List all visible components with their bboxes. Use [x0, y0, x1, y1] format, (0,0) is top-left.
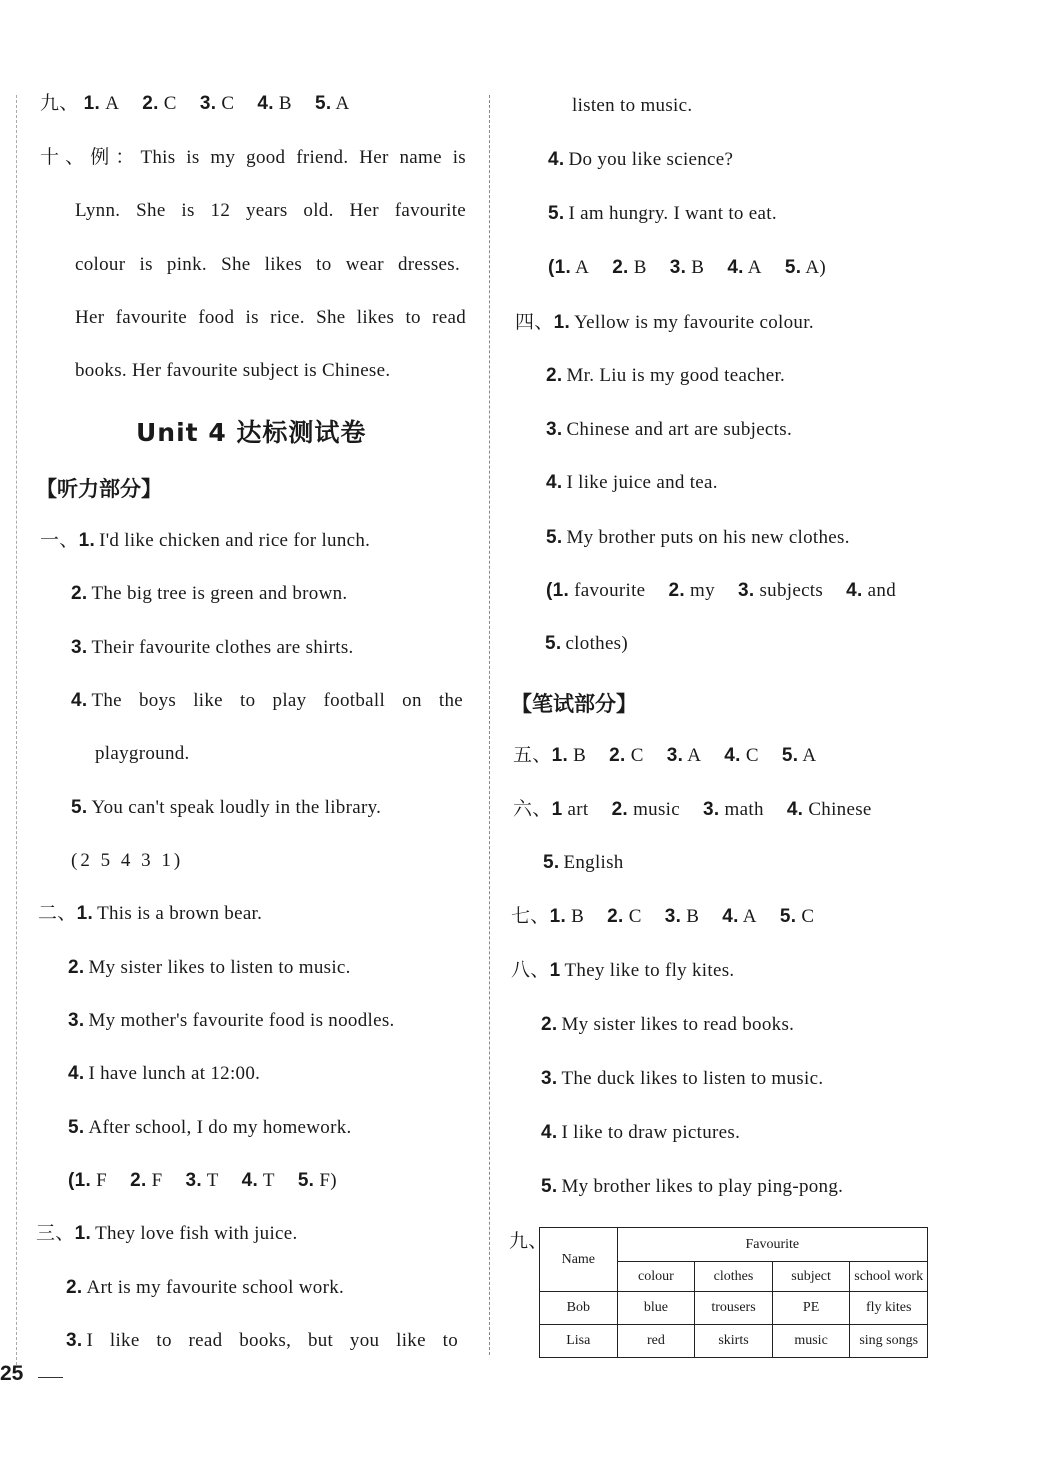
item-text: listen to music. — [572, 95, 693, 116]
item-answer: A) — [805, 257, 826, 278]
item-num: 1. — [78, 530, 96, 551]
table-cell: trousers — [695, 1292, 773, 1325]
item-num: 2. — [607, 906, 624, 927]
q10-line-5 — [75, 359, 390, 383]
item-answer: A — [747, 257, 762, 278]
item-text: They love fish with juice. — [95, 1223, 298, 1244]
q8-item-4 — [541, 1121, 740, 1145]
item-answer: B — [278, 93, 292, 114]
q3-item-3-cont — [572, 94, 692, 118]
item-num: 3. — [546, 419, 563, 440]
item-num: 4. — [257, 93, 274, 114]
item-num: 4. — [786, 799, 804, 820]
item-num: 3. — [71, 637, 88, 658]
page-number-rule — [38, 1377, 63, 1378]
item-num: 2. — [611, 799, 629, 820]
item-num: 4. — [241, 1170, 259, 1191]
item-num: 4. — [546, 472, 563, 493]
item-text: I like juice and tea. — [566, 472, 718, 493]
essay-text: colour is pink. She likes to wear dresses. — [75, 254, 460, 275]
item-num: 2. — [668, 580, 685, 601]
item-num: 3. — [664, 906, 682, 927]
q3-item-4 — [548, 148, 733, 172]
q2-item-1 — [38, 902, 262, 926]
item-answer: T — [206, 1170, 219, 1191]
item-text: The big tree is green and brown. — [91, 583, 348, 604]
section-label: 七、 — [511, 906, 550, 927]
item-num: 2. — [142, 93, 159, 114]
item-num: 4. — [727, 257, 744, 278]
item-answer: and — [867, 580, 897, 601]
item-text: I have lunch at 12:00. — [88, 1063, 261, 1084]
item-num: 3. — [185, 1170, 202, 1191]
item-num: 1. — [74, 1223, 92, 1244]
item-num: 3. — [666, 745, 684, 766]
column-header: subject — [772, 1262, 850, 1292]
q1-answer: (2 5 4 3 1) — [71, 850, 184, 871]
item-answer: T — [262, 1170, 275, 1191]
essay-text: This is my good friend. Her name is — [140, 147, 466, 168]
q3-answers — [548, 256, 826, 280]
item-answer: math — [724, 799, 764, 820]
item-num: 3. — [199, 93, 217, 114]
q2-item-5 — [68, 1116, 352, 1140]
q4-item-4 — [546, 471, 718, 495]
item-text: My brother likes to play ping-pong. — [561, 1176, 844, 1197]
item-num: 3. — [66, 1330, 83, 1351]
item-num: 2. — [71, 583, 88, 604]
item-num: 2. — [609, 745, 626, 766]
q2-item-2 — [68, 956, 351, 980]
item-num: 5. — [781, 745, 799, 766]
q1-item-3 — [71, 636, 354, 660]
q9-label: 九、 — [509, 1231, 548, 1252]
item-num: 5. — [314, 93, 332, 114]
item-num: 5. — [68, 1117, 85, 1138]
item-text: I'd like chicken and rice for lunch. — [99, 530, 371, 551]
q9-answers — [40, 92, 349, 116]
table-cell: blue — [617, 1292, 695, 1325]
table-cell: red — [617, 1325, 695, 1358]
item-text: My mother's favourite food is noodles. — [88, 1010, 395, 1031]
favourite-table — [539, 1227, 928, 1358]
table-cell: PE — [772, 1292, 850, 1325]
item-answer: music — [633, 799, 680, 820]
q10-line-2 — [75, 199, 466, 223]
item-answer: A — [335, 93, 350, 114]
q2-item-3 — [68, 1009, 395, 1033]
item-num: (1. — [546, 580, 570, 601]
item-answer: F) — [319, 1170, 337, 1191]
item-num: 2. — [130, 1170, 147, 1191]
q3-item-1 — [36, 1222, 298, 1246]
item-num: (1. — [548, 257, 572, 278]
item-num: 1. — [551, 745, 569, 766]
item-answer: clothes) — [565, 633, 628, 654]
q5-answers — [513, 744, 816, 768]
column-header: clothes — [695, 1262, 773, 1292]
item-text: After school, I do my homework. — [88, 1117, 352, 1138]
q1-item-4-cont — [95, 742, 190, 766]
item-text: You can't speak loudly in the library. — [91, 797, 382, 818]
item-answer: B — [686, 906, 700, 927]
unit-title: Unit 4 达标测试卷 — [136, 418, 367, 447]
item-num: 5. — [546, 527, 563, 548]
q7-answers — [511, 905, 814, 929]
essay-text: Lynn. She is 12 years old. Her favourite — [75, 200, 466, 221]
name-header: Name — [540, 1228, 618, 1292]
item-num: 3. — [68, 1010, 85, 1031]
item-num: 2. — [546, 365, 563, 386]
item-text: Art is my favourite school work. — [86, 1277, 345, 1298]
item-num: 2. — [66, 1277, 83, 1298]
item-text: Mr. Liu is my good teacher. — [566, 365, 786, 386]
item-answer: B — [691, 257, 705, 278]
item-num: 5. — [545, 633, 562, 654]
item-num: 4. — [722, 906, 739, 927]
section-label: 一、 — [40, 530, 79, 551]
item-answer: English — [563, 852, 624, 873]
q1-item-1 — [40, 529, 370, 553]
q8-item-5 — [541, 1175, 843, 1199]
q6-answers-cont — [543, 851, 624, 875]
item-answer: A — [575, 257, 590, 278]
column-header: school work — [850, 1262, 928, 1292]
item-text: I am hungry. I want to eat. — [568, 203, 777, 224]
q2-item-4 — [68, 1062, 260, 1086]
item-answer: C — [163, 93, 177, 114]
item-num: 5. — [784, 257, 802, 278]
item-answer: A — [802, 745, 817, 766]
q4-item-1 — [515, 311, 814, 335]
item-num: 1. — [549, 906, 567, 927]
item-answer: C — [628, 906, 642, 927]
section-label: 十、 — [40, 147, 91, 168]
q1-item-4 — [71, 689, 463, 713]
q4-item-5 — [546, 526, 850, 550]
item-text: The boys like to play football on the — [91, 690, 463, 711]
item-num: 4. — [724, 745, 741, 766]
item-num: 4. — [71, 690, 88, 711]
item-answer: C — [801, 906, 815, 927]
left-margin-rule — [16, 95, 17, 1365]
listening-section-label: 【听力部分】 — [36, 477, 162, 501]
item-text: I like to read books, but you like to — [86, 1330, 458, 1351]
item-text: My sister likes to listen to music. — [88, 957, 351, 978]
item-num: 2. — [612, 257, 629, 278]
item-answer: C — [630, 745, 644, 766]
item-num: 5. — [543, 852, 560, 873]
essay-text: books. Her favourite subject is Chinese. — [75, 360, 391, 381]
item-text: My sister likes to read books. — [561, 1014, 795, 1035]
q4-answers-cont — [545, 632, 628, 656]
item-answer: F — [96, 1170, 108, 1191]
q8-item-3 — [541, 1067, 823, 1091]
q2-answers — [68, 1169, 337, 1193]
section-label: 二、 — [38, 903, 77, 924]
q4-item-2 — [546, 364, 785, 388]
q3-item-5 — [548, 202, 777, 226]
page-number: 25 — [0, 1362, 24, 1385]
item-answer: subjects — [759, 580, 824, 601]
item-text: They like to fly kites. — [564, 960, 735, 981]
item-num: 1 — [551, 799, 563, 820]
item-text: This is a brown bear. — [97, 903, 263, 924]
table-cell: fly kites — [850, 1292, 928, 1325]
table-cell: sing songs — [850, 1325, 928, 1358]
item-answer: B — [573, 745, 587, 766]
item-num: 3. — [703, 799, 720, 820]
item-answer: B — [633, 257, 647, 278]
column-header: colour — [617, 1262, 695, 1292]
item-num: 1. — [76, 903, 94, 924]
item-num: (1. — [68, 1170, 92, 1191]
table-cell: skirts — [695, 1325, 773, 1358]
q4-answers — [546, 579, 896, 603]
item-answer: B — [571, 906, 585, 927]
item-text: Chinese and art are subjects. — [566, 419, 792, 440]
item-num: 4. — [548, 149, 565, 170]
item-text: Their favourite clothes are shirts. — [91, 637, 354, 658]
table-cell: music — [772, 1325, 850, 1358]
q3-item-3 — [66, 1329, 458, 1353]
item-answer: favourite — [574, 580, 646, 601]
section-label: 六、 — [513, 799, 552, 820]
item-num: 5. — [541, 1176, 558, 1197]
item-text: Yellow is my favourite colour. — [574, 312, 814, 333]
section-label: 三、 — [36, 1223, 75, 1244]
q10-line-3 — [75, 253, 460, 277]
item-answer: Chinese — [808, 799, 872, 820]
column-divider — [489, 95, 490, 1355]
q6-answers — [513, 798, 872, 822]
item-answer: art — [567, 799, 589, 820]
item-num: 5. — [779, 906, 797, 927]
item-num: 3. — [737, 580, 755, 601]
written-section-label: 【笔试部分】 — [511, 692, 637, 716]
q3-item-2 — [66, 1276, 344, 1300]
item-text: playground. — [95, 743, 190, 764]
q1-item-2 — [71, 582, 347, 606]
item-num: 4. — [68, 1063, 85, 1084]
favourite-header: Favourite — [617, 1228, 927, 1262]
section-label: 八、 — [511, 960, 550, 981]
table-row — [540, 1292, 928, 1325]
q4-item-3 — [546, 418, 792, 442]
item-answer: C — [221, 93, 235, 114]
table-row — [540, 1325, 928, 1358]
item-num: 2. — [68, 957, 85, 978]
item-text: Do you like science? — [568, 149, 734, 170]
q1-item-5 — [71, 796, 381, 820]
q10-line-4 — [75, 306, 466, 330]
item-answer: A — [687, 745, 702, 766]
section-label: 四、 — [515, 312, 554, 333]
section-label: 九、 — [40, 93, 79, 114]
item-text: My brother puts on his new clothes. — [566, 527, 850, 548]
item-num: 1. — [553, 312, 571, 333]
q8-item-2 — [541, 1013, 794, 1037]
item-answer: my — [690, 580, 715, 601]
item-num: 5. — [548, 203, 565, 224]
example-prefix: 例： — [90, 147, 141, 168]
essay-text: Her favourite food is rice. She likes to read — [75, 307, 466, 328]
item-num: 2. — [541, 1014, 558, 1035]
q10-line-1 — [40, 146, 466, 170]
table-cell: Lisa — [540, 1325, 618, 1358]
item-answer: A — [105, 93, 120, 114]
item-num: 4. — [541, 1122, 558, 1143]
item-num: 3. — [669, 257, 687, 278]
item-num: 4. — [846, 580, 863, 601]
item-num: 1 — [549, 960, 561, 981]
q8-item-1 — [511, 959, 734, 983]
item-num: 5. — [71, 797, 88, 818]
item-num: 3. — [541, 1068, 558, 1089]
item-num: 1. — [83, 93, 101, 114]
item-answer: C — [745, 745, 759, 766]
section-label: 五、 — [513, 745, 552, 766]
item-num: 5. — [297, 1170, 315, 1191]
item-answer: A — [742, 906, 757, 927]
item-text: The duck likes to listen to music. — [561, 1068, 824, 1089]
item-answer: F — [151, 1170, 163, 1191]
table-cell: Bob — [540, 1292, 618, 1325]
item-text: I like to draw pictures. — [561, 1122, 741, 1143]
